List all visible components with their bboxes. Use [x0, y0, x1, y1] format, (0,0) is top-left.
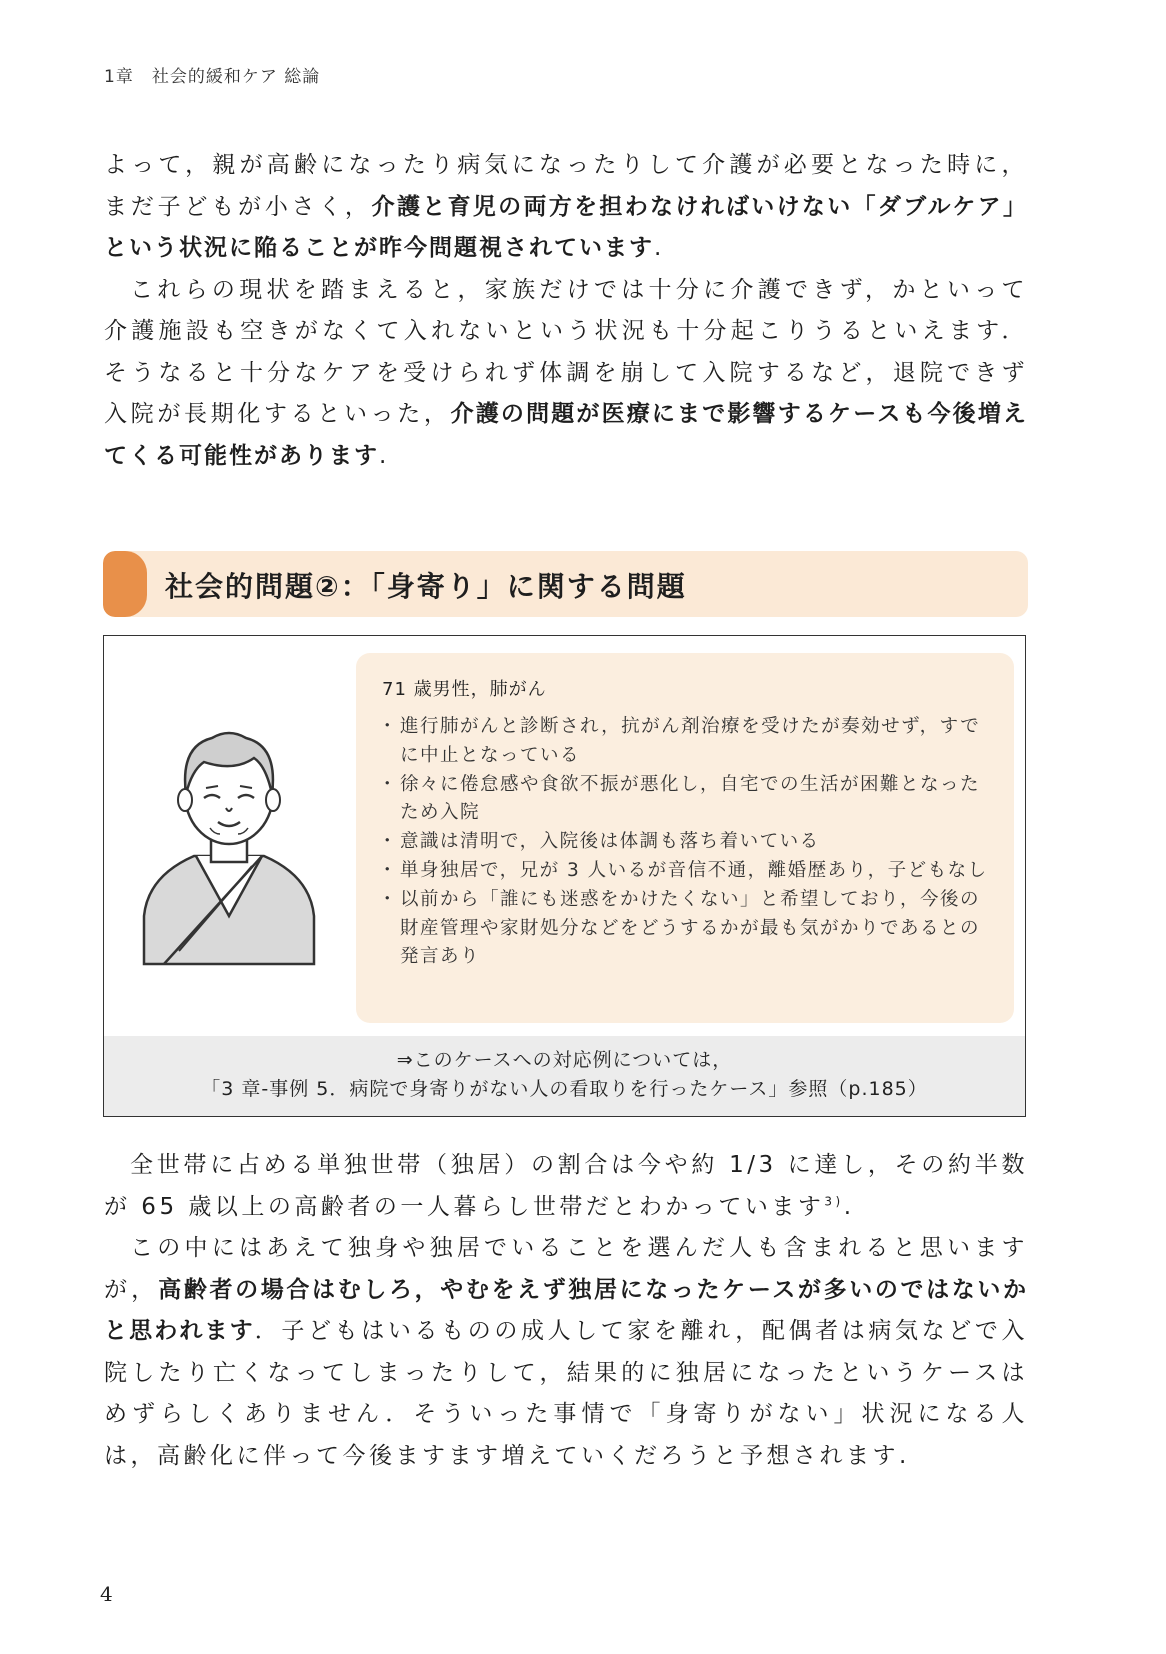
case-details-card — [356, 653, 1014, 1023]
paragraph-4-plain: この中にはあえて独身や独居でいることを選んだ人も含まれると思いますが， — [104, 1235, 1028, 1303]
paragraph-1-plain: よって，親が高齢になったり病気になったりして介護が必要となった時に，まだ子どもが小さく， — [104, 152, 1028, 220]
list-item: ・ 徐々に倦怠感や食欲不振が悪化し，自宅での生活が困難となったため入院 — [382, 771, 990, 829]
paragraph-1 — [104, 145, 1028, 270]
paragraph-2-emphasis: 介護の問題が医療にまで影響するケースも今後増えてくる可能性があります — [104, 401, 1029, 469]
list-item: ・ 単身独居で，兄が 3 人いるが音信不通，離婚歴あり，子どもなし — [382, 857, 990, 886]
paragraph-1-emphasis: 介護と育児の両方を担わなければいけない「ダブルケア」という状況に陥ることが昨今問題視されています — [104, 193, 1028, 261]
paragraph-3 — [104, 1145, 1028, 1228]
case-reference — [104, 1036, 1025, 1116]
list-item: ・ 意識は清明で，入院後は体調も落ち着いている — [382, 828, 990, 857]
section-accent-tab — [103, 551, 147, 617]
case-heading: 71 歳男性，肺がん — [382, 679, 547, 700]
paragraph-2-plain: これらの現状を踏まえると，家族だけでは十分に介護できず，かといって介護施設も空きがなくて入れないという状況も十分起こりうるといえます．そうなると十分なケアを受けられず体調を崩して入院するなど，退院できず入院が長期化するといった， — [104, 276, 1028, 427]
paragraph-3-end: . — [843, 1193, 855, 1220]
paragraph-4 — [104, 1228, 1028, 1477]
paragraph-4-emphasis: 高齢者の場合はむしろ，やむをえず独居になったケースが多いのではないかと思われます — [104, 1276, 1028, 1344]
after-text — [104, 1145, 1028, 1477]
section-title: 社会的問題②：「身寄り」に関する問題 — [165, 570, 687, 603]
elderly-man-icon — [134, 716, 324, 966]
paragraph-4-rest: ．子どもはいるものの成人して家を離れ，配偶者は病気などで入院したり亡くなってしまったりして，結果的に独居になったというケースはめずらしくありません．そういった事情で「身寄りがない」状況になる人は，高齢化に伴って今後ますます増えていくだろうと予想されます. — [104, 1318, 1028, 1469]
citation-marker: 3) — [824, 1193, 844, 1208]
case-box — [103, 635, 1026, 1117]
running-head: 1章 社会的緩和ケア 総論 — [104, 67, 321, 87]
reference-line-2: 「3 章-事例 5．病院で身寄りがない人の看取りを行ったケース」参照（p.185） — [201, 1078, 928, 1100]
paragraph-2-end: . — [379, 442, 390, 469]
reference-line-1: ⇒このケースへの対応例については， — [396, 1049, 733, 1071]
list-item: ・ 進行肺がんと診断され，抗がん剤治療を受けたが奏効せず，すでに中止となっている — [382, 713, 990, 771]
paragraph-3-plain: 全世帯に占める単独世帯（独居）の割合は今や約 1/3 に達し，その約半数が 65 歳以上の高齢者の一人暮らし世帯だとわかっています — [104, 1152, 1028, 1220]
intro-text — [104, 145, 1028, 477]
page-number: 4 — [100, 1582, 113, 1606]
case-details-list — [382, 713, 990, 972]
section-heading — [103, 551, 1028, 617]
paragraph-1-end: . — [654, 235, 665, 261]
list-item: ・ 以前から「誰にも迷惑をかけたくない」と希望しており，今後の財産管理や家財処分などをどうするかが最も気がかりであるとの発言あり — [382, 886, 990, 972]
paragraph-2 — [104, 270, 1028, 478]
